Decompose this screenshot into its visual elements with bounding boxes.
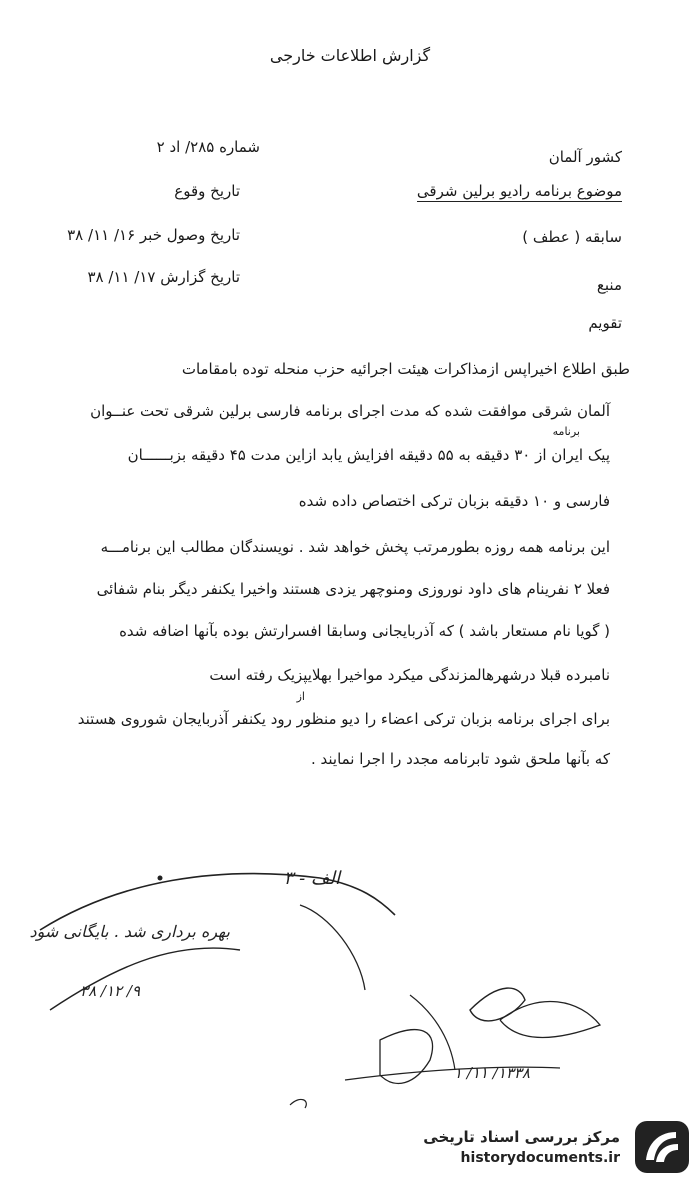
- evaluation-field: تقویم: [588, 314, 622, 332]
- interlinear-note-1: برنامه: [552, 425, 580, 438]
- report-date-field: تاریخ گزارش ۱۷/ ۱۱/ ۳۸: [87, 268, 240, 286]
- interlinear-note-2: از: [296, 690, 305, 703]
- body-line-7: ( گویا نام مستعار باشد ) که آذربایجانی وسابقا افسرارتش بوده بآنها اضافه شده: [119, 622, 610, 640]
- archive-logo-icon: [634, 1120, 690, 1174]
- body-line-5: این برنامه همه روزه بطورمرتب پخش خواهد شد . نویسندگان مطالب این برنامـــه: [100, 538, 610, 556]
- handwritten-note: بهره برداری شد . بایگانی شود: [29, 922, 230, 941]
- body-line-6: فعلا ۲ نفرینام های داود نوروزی ومنوچهر یزدی هستند واخیرا یکنفر دیگر بنام شفائی: [96, 580, 610, 598]
- body-line-8: نامبرده قبلا درشهرهالمزندگی میکرد مواخیرا بهلایپزیک رفته است: [209, 666, 610, 684]
- handwritten-code: الف - ۳: [283, 868, 340, 889]
- signature-date: ۱۳۳۸/ ۱۱/ ۱: [453, 1064, 530, 1082]
- body-line-4: فارسی و ۱۰ دقیقه بزبان ترکی اختصاص داده شده: [298, 492, 610, 510]
- body-line-10: که بآنها ملحق شود تابرنامه مجدد را اجرا نمایند .: [310, 750, 610, 768]
- source-field: منبع: [596, 276, 622, 294]
- event-date-field: تاریخ وقوع: [174, 182, 240, 200]
- handwritten-date: ۹/ ۱۲/ ۳۸: [80, 982, 140, 1000]
- document-title: گزارش اطلاعات خارجی: [269, 46, 431, 65]
- watermark-name: مرکز بررسی اسناد تاریخی: [423, 1128, 620, 1146]
- body-line-3: پیک ایران از ۳۰ دقیقه به ۵۵ دقیقه افزایش یابد ازاین مدت ۴۵ دقیقه بزبــــــان: [127, 446, 610, 464]
- watermark-url: historydocuments.ir: [460, 1150, 620, 1166]
- precedent-field: سابقه ( عطف ): [522, 228, 622, 246]
- subject-field: موضوع برنامه رادیو برلین شرقی: [416, 182, 622, 200]
- country-field: کشور آلمان: [548, 148, 622, 166]
- body-line-2: آلمان شرقی موافقت شده که مدت اجرای برنامه فارسی برلین شرقی تحت عنــوان: [90, 402, 610, 420]
- body-line-9: برای اجرای برنامه بزبان ترکی اعضاء را دیو منظور رود یکنفر آذربایجان شوروی هستند: [77, 710, 610, 728]
- body-line-1: طبق اطلاع اخیراپس ازمذاکرات هیئت اجرائیه حزب منحله توده بامقامات: [181, 360, 630, 378]
- report-number: شماره ۲۸۵/ اد ۲: [156, 138, 260, 156]
- received-date-field: تاریخ وصول خبر ۱۶/ ۱۱/ ۳۸: [67, 226, 240, 244]
